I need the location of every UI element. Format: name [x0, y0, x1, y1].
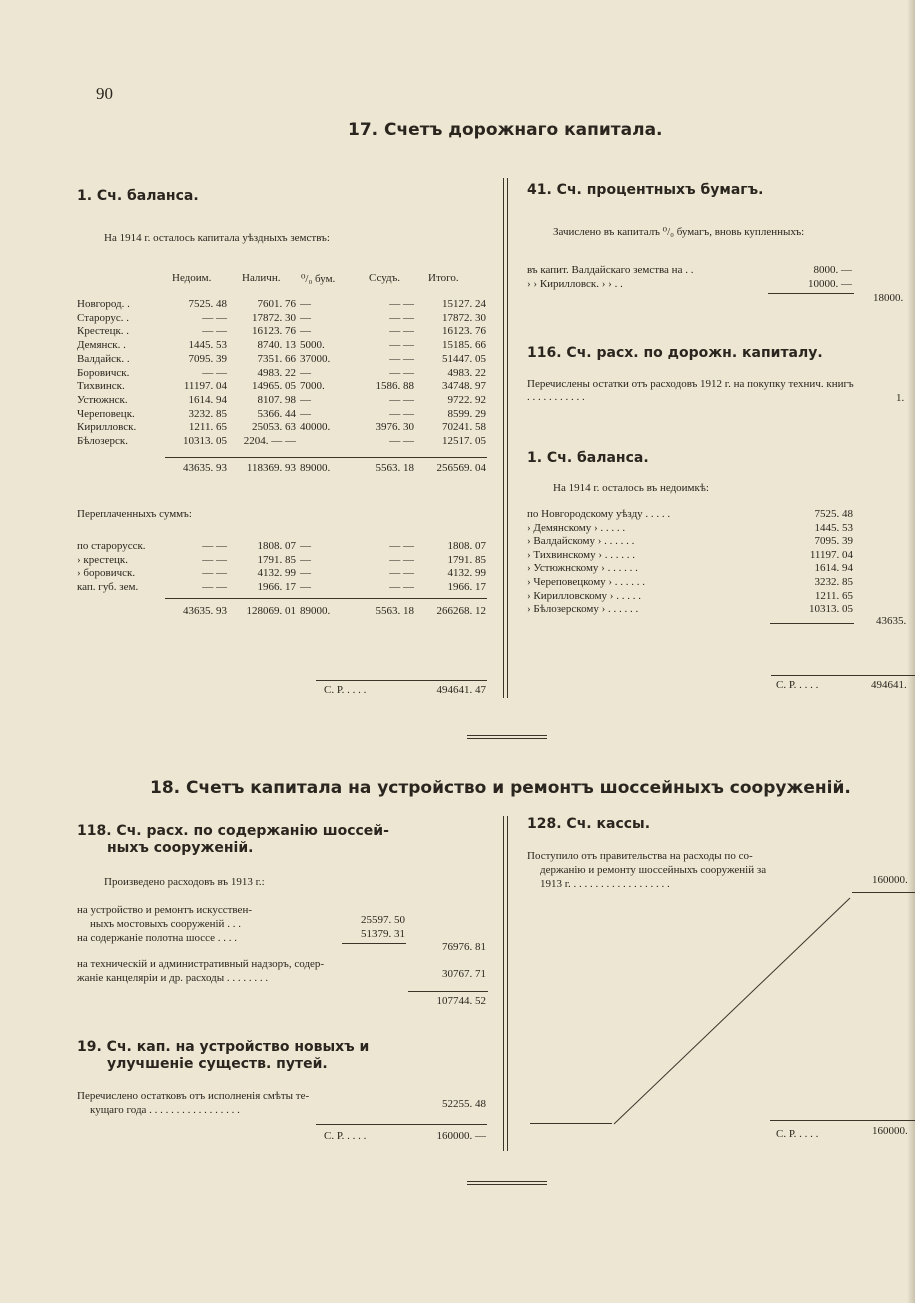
- row-label: › крестецк.: [77, 553, 128, 566]
- balance-intro: На 1914 г. осталось капитала уѣздныхъ земствъ:: [104, 232, 330, 244]
- s128-sum-label: С. Р. . . . .: [776, 1128, 819, 1140]
- table-cell: — —: [389, 298, 414, 310]
- s128-value-rule: [852, 892, 915, 893]
- table-cell: 40000.: [300, 421, 331, 434]
- s118-item3-value: 30767. 71: [442, 968, 486, 980]
- s19-value: 52255. 48: [442, 1098, 486, 1110]
- s118-item3-line1: на техническій и административный надзоръ, содер-: [77, 958, 325, 970]
- list-item-value: 1211. 65: [814, 589, 853, 602]
- table-cell: 8599. 29: [447, 407, 486, 420]
- table-cell: 17872. 30: [252, 311, 296, 324]
- total-cell: 266268. 12: [436, 605, 486, 617]
- s41-row-1-value: 8000. —: [813, 264, 852, 276]
- total-cell: 118369. 93: [246, 462, 296, 474]
- s118-item2: на содержаніе полотна шоссе . . . .: [77, 932, 238, 944]
- right-balance-total: 43635.: [876, 615, 907, 627]
- totals-rule: [165, 457, 487, 458]
- table-cell: —: [300, 298, 311, 310]
- table-cell: 1791. 85: [447, 553, 486, 566]
- s128-text-line3: 1913 г. . . . . . . . . . . . . . . . . . .: [540, 878, 670, 890]
- s116-text: Перечислены остатки отъ расходовъ 1912 г. на покупку технич. книгъ . . . . . . . . . . .: [527, 378, 854, 403]
- table-cell: 2204. — —: [243, 435, 296, 447]
- right-balance-intro: На 1914 г. осталось въ недоимкѣ:: [553, 482, 709, 494]
- page-number: 90: [96, 84, 113, 103]
- column-divider-18: [503, 816, 504, 1151]
- s116-value: 1.: [896, 392, 905, 404]
- s128-value: 160000.: [872, 874, 908, 886]
- table-cell: —: [300, 567, 311, 580]
- row-label: Крестецк. .: [77, 325, 130, 338]
- list-item-value: 1614. 94: [814, 562, 853, 575]
- s19-text-line1: Перечислено остатковъ отъ исполненія смѣты те-: [77, 1090, 310, 1102]
- s118-item3-line2: жаніе канцеляріи и др. расходы . . . . . . . .: [77, 972, 269, 984]
- s128-left-rule: [530, 1123, 612, 1124]
- s118-title-line1: 118. Сч. расх. по содержанію шоссей-: [77, 823, 389, 839]
- right-sum-label: С. Р. . . . .: [776, 679, 819, 691]
- table-cell: 14965. 05: [252, 380, 296, 393]
- totals2-rule: [165, 598, 487, 599]
- list-item-value: 11197. 04: [809, 548, 853, 561]
- table-cell: — —: [202, 366, 227, 379]
- list-item-value: 7095. 39: [814, 535, 853, 548]
- table-cell: 12517. 05: [442, 435, 486, 447]
- right-balance-rule: [770, 623, 854, 624]
- col-header: ⁰/₀ бум.: [301, 273, 336, 285]
- s41-row-1: въ капит. Валдайскаго земства на . .: [527, 264, 694, 276]
- table-cell: 7000.: [300, 380, 325, 393]
- table-cell: 1791. 85: [257, 553, 296, 566]
- row-label: › боровичск.: [77, 567, 136, 580]
- table-cell: — —: [389, 435, 414, 447]
- s118-rule1: [342, 943, 406, 944]
- total-cell: 43635. 93: [183, 462, 227, 474]
- col-header: Наличн.: [242, 272, 281, 284]
- col-header: Недоим.: [172, 272, 212, 284]
- table-cell: — —: [202, 553, 227, 566]
- s118-total: 107744. 52: [436, 995, 486, 1007]
- row-label: кап. губ. зем.: [77, 581, 139, 594]
- total-cell: 256569. 04: [436, 462, 486, 474]
- table-cell: 4983. 22: [257, 366, 296, 379]
- column-divider-2: [507, 178, 508, 698]
- s41-row-2: › › Кирилловск. › › . .: [527, 278, 623, 290]
- table-cell: 5000.: [300, 339, 325, 352]
- table-cell: 9722. 92: [447, 393, 486, 406]
- list-item-value: 3232. 85: [814, 576, 853, 588]
- section-separator: [467, 735, 547, 739]
- table-cell: 1614. 94: [188, 393, 227, 406]
- row-label: Бѣлозерск.: [77, 435, 128, 447]
- s116-title: 116. Сч. расх. по дорожн. капиталу.: [527, 345, 823, 361]
- table-cell: — —: [202, 540, 227, 552]
- table-cell: — —: [202, 567, 227, 580]
- table-cell: —: [300, 311, 311, 324]
- s118-item1-line1: на устройство и ремонтъ искусствен-: [77, 904, 252, 916]
- s41-intro: Зачислено въ капиталъ ⁰/₀ бумагъ, вновь купленныхъ:: [553, 226, 805, 238]
- list-item: по Новгородскому уѣзду . . . . .: [527, 508, 671, 520]
- table-cell: —: [300, 581, 311, 594]
- row-label: Тихвинск.: [77, 380, 125, 393]
- table-cell: 10313. 05: [183, 435, 227, 447]
- row-label: Новгород. .: [77, 298, 130, 310]
- s41-title: 41. Сч. процентныхъ бумагъ.: [527, 182, 764, 198]
- s128-text-line2: держанію и ремонту шоссейныхъ сооруженій за: [540, 864, 767, 876]
- list-item-value: 10313. 05: [809, 603, 853, 616]
- table-cell: —: [300, 393, 311, 406]
- table-cell: — —: [389, 366, 414, 379]
- table-cell: — —: [389, 540, 414, 552]
- list-item-value: 7525. 48: [814, 508, 853, 520]
- list-item-value: 1445. 53: [814, 521, 853, 534]
- s118-intro: Произведено расходовъ въ 1913 г.:: [104, 876, 265, 888]
- table-cell: 51447. 05: [442, 352, 486, 365]
- balance-title: 1. Сч. баланса.: [77, 188, 199, 204]
- s19-text-line2: кущаго года . . . . . . . . . . . . . . . . .: [90, 1104, 240, 1116]
- s41-total: 18000.: [873, 292, 904, 304]
- total-cell: 5563. 18: [375, 605, 414, 617]
- row-label: Кирилловск.: [77, 421, 137, 434]
- table-cell: 7525. 48: [188, 298, 227, 310]
- table-cell: 1966. 17: [257, 581, 296, 594]
- table-cell: 70241. 58: [442, 421, 486, 434]
- sum-value: 494641. 47: [436, 684, 486, 696]
- row-label: по старорусск.: [77, 540, 146, 552]
- table-cell: 3232. 85: [188, 407, 227, 420]
- table-cell: 1586. 88: [375, 380, 414, 393]
- total-cell: 43635. 93: [183, 605, 227, 617]
- table-cell: 16123. 76: [442, 325, 486, 338]
- table-cell: — —: [202, 581, 227, 594]
- right-sum-value: 494641.: [871, 679, 907, 691]
- total-cell: 89000.: [300, 462, 331, 474]
- table-cell: 25053. 63: [252, 421, 296, 434]
- table-cell: 11197. 04: [183, 380, 227, 393]
- s118-item1-line2: ныхъ мостовыхъ сооруженій . . .: [90, 918, 241, 930]
- column-divider-18-2: [507, 816, 508, 1151]
- table-cell: 15127. 24: [442, 298, 486, 310]
- list-item: › Череповецкому › . . . . . .: [527, 576, 646, 588]
- row-label: Старорус. .: [77, 311, 130, 324]
- s128-cancel-slash: [600, 892, 860, 1132]
- table-cell: 37000.: [300, 352, 331, 365]
- table-cell: — —: [389, 567, 414, 580]
- table-cell: —: [300, 407, 311, 420]
- table-cell: 4132. 99: [257, 567, 296, 580]
- s128-sum-rule: [770, 1120, 915, 1121]
- table-cell: 34748. 97: [442, 380, 486, 393]
- table-cell: 5366. 44: [257, 407, 296, 420]
- table-cell: 8107. 98: [257, 393, 296, 406]
- col-header: Ссудъ.: [369, 272, 401, 284]
- s41-rule: [768, 293, 854, 294]
- section-17-title: 17. Счетъ дорожнаго капитала.: [348, 120, 663, 140]
- right-balance-title: 1. Сч. баланса.: [527, 450, 649, 466]
- table-cell: 4132. 99: [447, 567, 486, 580]
- table-cell: 3976. 30: [375, 421, 414, 434]
- s19-sum-label: С. Р. . . . .: [324, 1130, 367, 1142]
- list-item: › Валдайскому › . . . . . .: [527, 535, 635, 548]
- table-cell: — —: [389, 325, 414, 338]
- s19-title-line1: 19. Сч. кап. на устройство новыхъ и: [77, 1039, 370, 1055]
- table-cell: 8740. 13: [257, 339, 296, 352]
- row-label: Устюжнск.: [77, 393, 128, 406]
- list-item: › Бѣлозерскому › . . . . . .: [527, 603, 639, 616]
- table-cell: —: [300, 540, 311, 552]
- total-cell: 5563. 18: [375, 462, 414, 474]
- s118-rule2: [408, 991, 488, 992]
- s41-row-2-value: 10000. —: [808, 278, 852, 290]
- s118-item1-value: 25597. 50: [361, 914, 405, 926]
- table-cell: 7351. 66: [257, 352, 296, 365]
- table-cell: — —: [389, 311, 414, 324]
- table-cell: — —: [389, 581, 414, 594]
- s118-title-line2: ныхъ сооруженій.: [107, 840, 254, 856]
- list-item: › Тихвинскому › . . . . . .: [527, 548, 636, 561]
- s128-text-line1: Поступило отъ правительства на расходы по со-: [527, 850, 753, 862]
- table-cell: 7601. 76: [257, 298, 296, 310]
- table-cell: — —: [389, 393, 414, 406]
- s19-sum-value: 160000. —: [436, 1130, 486, 1142]
- table-cell: 1808. 07: [257, 540, 296, 552]
- table-cell: 7095. 39: [188, 352, 227, 365]
- list-item: › Кирилловскому › . . . . .: [527, 589, 641, 602]
- sum-label: С. Р. . . . .: [324, 684, 367, 696]
- s118-item2-value: 51379. 31: [361, 928, 405, 940]
- s19-title-line2: улучшеніе существ. путей.: [107, 1056, 328, 1072]
- s19-sum-rule: [316, 1124, 487, 1125]
- table-cell: 16123. 76: [252, 325, 296, 338]
- table-cell: — —: [389, 407, 414, 420]
- table-cell: 1966. 17: [447, 581, 486, 594]
- page-edge-shadow: [907, 0, 915, 1303]
- table-cell: 15185. 66: [442, 339, 486, 352]
- table-cell: — —: [389, 352, 414, 365]
- table-cell: —: [300, 366, 311, 379]
- table-cell: 1445. 53: [188, 339, 227, 352]
- table-cell: 17872. 30: [442, 311, 486, 324]
- list-item: › Устюжнскому › . . . . . .: [527, 562, 638, 575]
- bottom-separator: [467, 1181, 547, 1185]
- s128-title: 128. Сч. кассы.: [527, 816, 651, 832]
- table-cell: — —: [202, 325, 227, 338]
- s118-subtotal: 76976. 81: [442, 941, 486, 953]
- sum-rule: [316, 680, 487, 681]
- table-cell: — —: [202, 311, 227, 324]
- row-label: Череповецк.: [77, 407, 135, 420]
- table-cell: — —: [389, 553, 414, 566]
- row-label: Боровичск.: [77, 366, 130, 379]
- table-cell: 4983. 22: [447, 366, 486, 379]
- section-18-title: 18. Счетъ капитала на устройство и ремонтъ шоссейныхъ сооруженій.: [150, 778, 851, 798]
- table-cell: — —: [389, 339, 414, 352]
- table-cell: 1211. 65: [188, 421, 227, 434]
- column-divider: [503, 178, 504, 698]
- row-label: Валдайск. .: [77, 352, 130, 365]
- total-cell: 128069. 01: [246, 605, 296, 617]
- list-item: › Демянскому › . . . . .: [527, 521, 626, 534]
- table-cell: 1808. 07: [447, 540, 486, 552]
- total-cell: 89000.: [300, 605, 331, 617]
- table-cell: —: [300, 553, 311, 566]
- row-label: Демянск. .: [77, 339, 126, 352]
- overpaid-label: Переплаченныхъ суммъ:: [77, 508, 192, 520]
- s128-sum-value: 160000.: [872, 1125, 908, 1137]
- col-header: Итого.: [428, 272, 459, 284]
- table-cell: —: [300, 325, 311, 338]
- right-sum-rule: [771, 675, 915, 676]
